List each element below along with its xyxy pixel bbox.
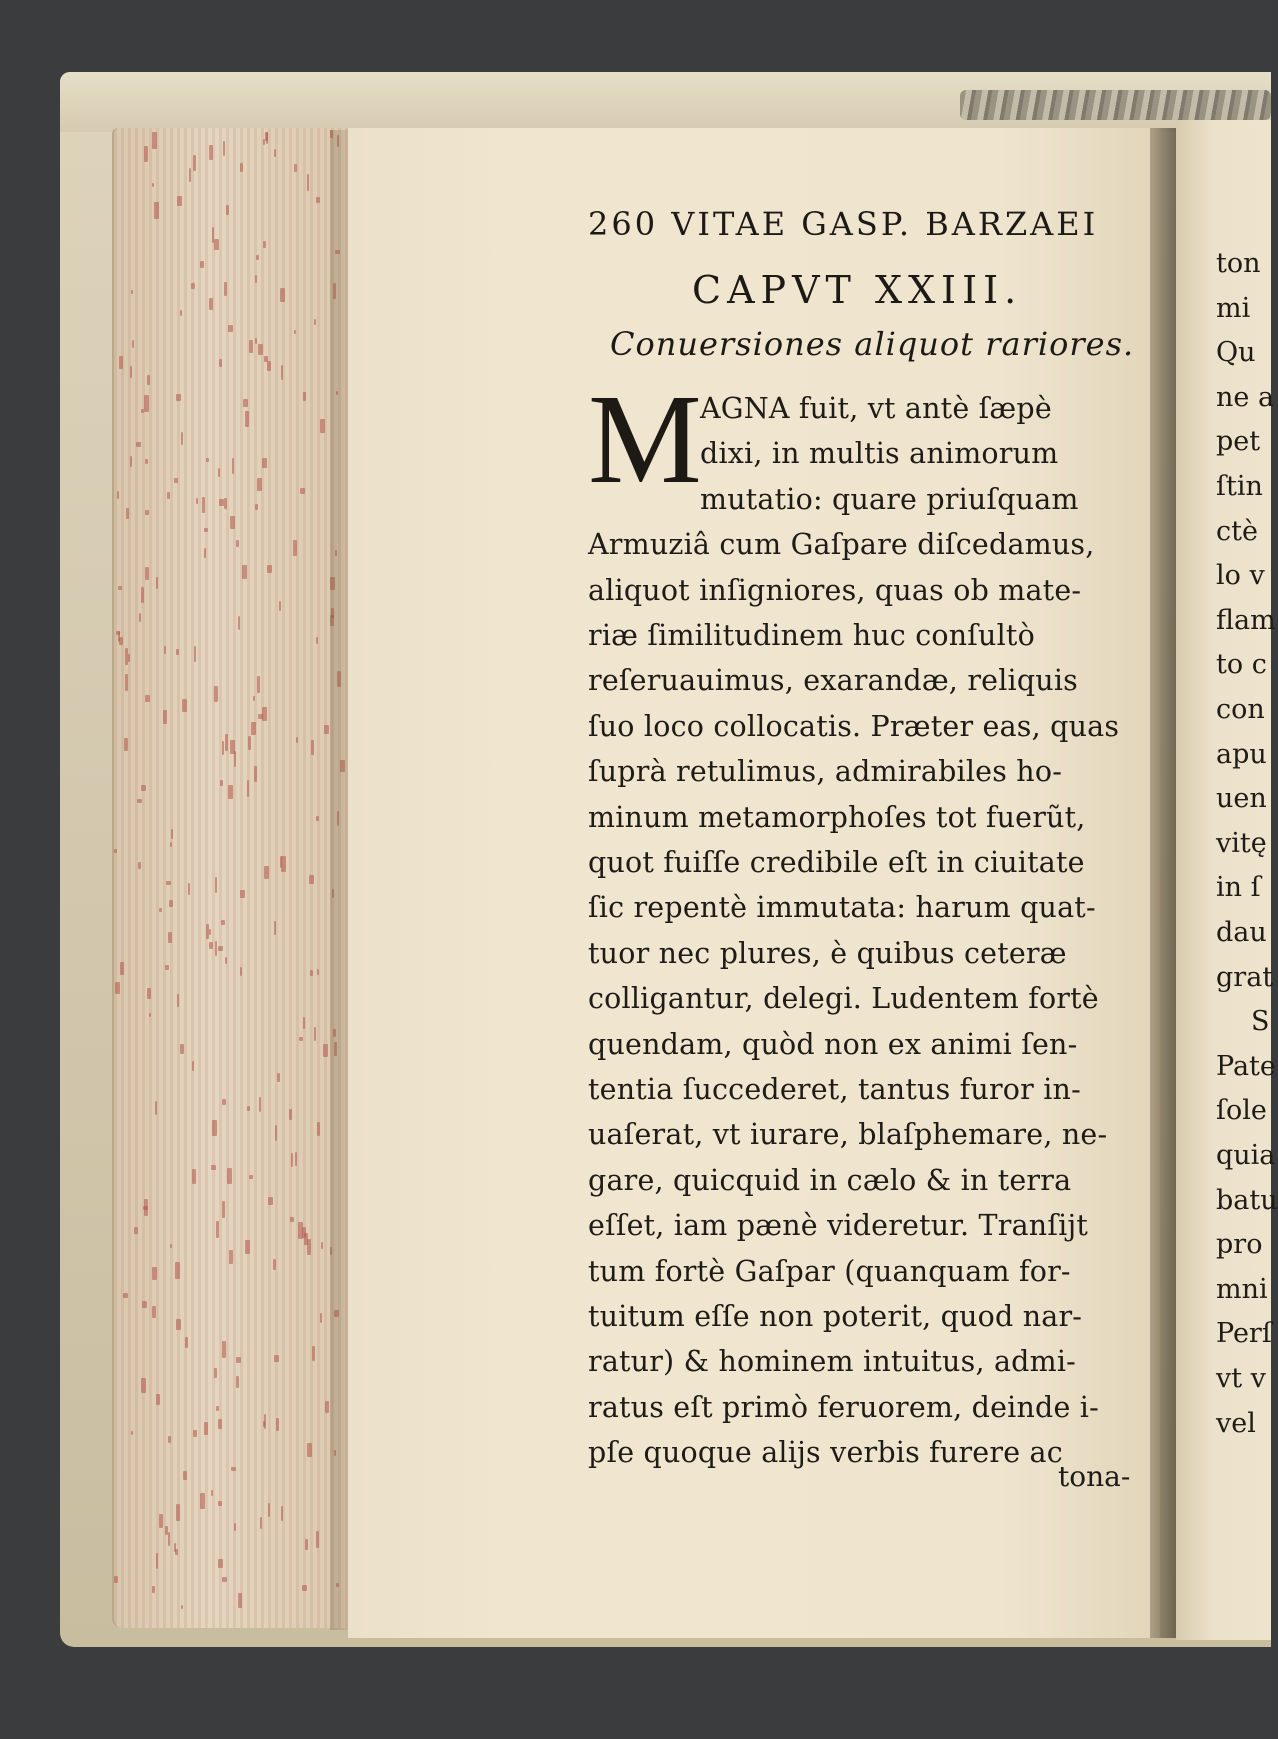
text-line: tuitum eſſe non poterit, quod nar- <box>588 1300 1083 1333</box>
edge-speck <box>168 1436 171 1443</box>
text-line: minum metamorphoſes tot fuerũt, <box>588 800 1086 834</box>
edge-speck <box>131 290 133 294</box>
edge-speck <box>134 1227 138 1234</box>
edge-speck <box>226 205 229 215</box>
edge-speck <box>209 942 213 949</box>
edge-speck <box>296 737 298 743</box>
edge-speck <box>119 356 123 369</box>
edge-speck <box>320 419 325 433</box>
edge-speck <box>176 1504 180 1521</box>
edge-speck <box>222 1099 226 1105</box>
edge-speck <box>222 1341 226 1358</box>
right-text-line: mni <box>1216 1273 1268 1305</box>
text-line: eſſet, iam pænè videretur. Tranſijt <box>588 1209 1089 1243</box>
edge-speck <box>145 567 149 580</box>
edge-speck <box>229 1250 233 1264</box>
edge-speck <box>216 1221 219 1238</box>
edge-speck <box>171 829 173 839</box>
text-line: ratus eſt primò feruorem, deinde i- <box>588 1390 1099 1424</box>
edge-speck <box>142 1301 147 1308</box>
edge-speck <box>236 540 239 547</box>
edge-speck <box>132 340 134 348</box>
edge-speck <box>214 686 218 702</box>
edge-speck <box>131 1431 133 1435</box>
edge-speck <box>227 1168 232 1184</box>
edge-speck <box>224 282 227 296</box>
right-text-line: ſole <box>1216 1095 1267 1127</box>
text-line: riæ ſimilitudinem huc conſultò <box>588 619 1035 652</box>
edge-speck <box>152 183 154 187</box>
running-header: 260 VITAE GASP. BARZAEI <box>588 205 1099 243</box>
text-line: mutatio: quare priuſquam <box>700 482 1079 516</box>
right-text-line: lo v <box>1216 560 1265 592</box>
edge-speck <box>309 875 314 884</box>
edge-speck <box>260 1517 262 1529</box>
right-text-line: vt v <box>1216 1363 1266 1394</box>
edge-speck <box>191 283 195 289</box>
edge-speck <box>324 725 329 734</box>
edge-speck <box>128 654 130 662</box>
edge-speck <box>274 149 276 157</box>
edge-speck <box>231 1467 236 1471</box>
text-line: pſe quoque alijs verbis furere ac <box>588 1436 1063 1470</box>
edge-speck <box>147 988 151 999</box>
edge-speck <box>176 1319 181 1330</box>
right-text-line: ſtin <box>1216 471 1263 502</box>
edge-speck <box>218 468 220 477</box>
edge-speck <box>251 722 256 735</box>
edge-speck <box>212 227 214 243</box>
right-text-line: ctè <box>1216 515 1258 547</box>
edge-speck <box>196 498 198 504</box>
edge-speck <box>222 1577 227 1582</box>
edge-speck <box>118 631 120 642</box>
edge-speck <box>115 982 120 994</box>
edge-speck <box>249 1175 253 1179</box>
edge-speck <box>259 1097 261 1112</box>
edge-speck <box>307 174 309 191</box>
right-text-line: ton <box>1216 248 1261 279</box>
drop-cap: M <box>588 368 702 510</box>
edge-speck <box>317 969 319 975</box>
edge-speck <box>218 1559 223 1568</box>
edge-speck <box>264 866 269 879</box>
edge-speck <box>141 587 144 603</box>
edge-speck <box>321 1242 323 1249</box>
edge-speck <box>144 1199 148 1216</box>
edge-speck <box>280 288 285 302</box>
edge-speck <box>118 586 122 590</box>
edge-speck <box>126 508 129 519</box>
edge-speck <box>117 491 119 499</box>
edge-speck <box>166 881 171 885</box>
edge-speck <box>262 458 267 468</box>
edge-speck <box>299 1037 303 1041</box>
edge-speck <box>273 1259 276 1270</box>
edge-speck <box>300 488 305 494</box>
edge-speck <box>218 1501 222 1506</box>
edge-speck <box>181 432 183 445</box>
edge-speck <box>232 458 234 474</box>
edge-speck <box>289 1109 292 1120</box>
edge-speck <box>130 366 132 378</box>
text-line: ſuo loco collocatis. Præter eas, quas <box>588 709 1120 743</box>
right-text-line: vitę <box>1216 827 1267 859</box>
text-line: ſic repentè immutata: harum quat- <box>588 891 1096 925</box>
edge-speck <box>316 1531 319 1548</box>
edge-speck <box>255 275 257 283</box>
edge-speck <box>234 1523 236 1531</box>
edge-speck <box>314 1027 316 1041</box>
edge-speck <box>304 1233 308 1245</box>
edge-speck <box>175 1549 178 1555</box>
edge-speck <box>177 994 179 1007</box>
edge-speck <box>236 1376 239 1388</box>
edge-speck <box>125 648 128 665</box>
page-fore-edge <box>112 128 352 1628</box>
right-text-line: Perſ <box>1216 1318 1272 1350</box>
right-text-line: to c <box>1216 649 1267 681</box>
edge-speck <box>216 1406 219 1411</box>
edge-speck <box>156 1553 158 1569</box>
edge-speck <box>303 392 306 401</box>
edge-speck <box>145 459 148 464</box>
edge-speck <box>305 1539 308 1550</box>
edge-speck <box>174 478 178 483</box>
edge-speck <box>281 365 283 380</box>
edge-speck <box>124 738 128 751</box>
edge-speck <box>123 1293 128 1298</box>
edge-speck <box>204 1422 208 1435</box>
edge-speck <box>192 1169 196 1184</box>
edge-speck <box>215 941 217 956</box>
edge-speck <box>220 780 223 786</box>
edge-speck <box>281 856 286 872</box>
edge-speck <box>295 1152 297 1166</box>
edge-speck <box>137 799 142 803</box>
edge-speck <box>212 1120 217 1136</box>
text-line: reſeruauimus, exarandæ, reliquis <box>588 664 1078 698</box>
edge-speck <box>221 920 225 925</box>
edge-speck <box>154 202 159 219</box>
edge-speck <box>193 155 196 171</box>
text-line: quot fuiſſe credibile eſt in ciuitate <box>588 846 1085 879</box>
edge-speck <box>290 1217 294 1222</box>
spine-headband <box>960 90 1271 120</box>
edge-speck <box>185 1337 188 1348</box>
edge-speck <box>258 344 263 355</box>
edge-speck <box>209 298 213 310</box>
edge-speck <box>165 965 169 970</box>
text-line: gare, quicquid in cælo & in terra <box>588 1163 1072 1197</box>
edge-speck <box>209 929 211 935</box>
edge-speck <box>182 699 187 712</box>
edge-speck <box>317 1122 320 1136</box>
edge-speck <box>202 497 205 513</box>
edge-speck <box>192 1061 194 1071</box>
edge-speck <box>176 394 181 401</box>
edge-speck <box>125 674 128 691</box>
edge-speck <box>145 695 150 702</box>
edge-speck <box>254 766 257 782</box>
edge-speck <box>180 310 182 316</box>
right-page-text <box>1176 120 1278 1640</box>
right-text-line: Pate <box>1216 1050 1276 1082</box>
right-text-line: uen <box>1216 783 1267 815</box>
edge-speck <box>274 1355 279 1362</box>
text-line: ratur) & hominem intuitus, admi- <box>588 1345 1076 1379</box>
edge-speck <box>263 1421 265 1427</box>
edge-speck <box>168 1532 170 1546</box>
edge-speck <box>307 1443 312 1457</box>
edge-speck <box>169 900 173 907</box>
edge-speck <box>291 1153 293 1167</box>
edge-speck <box>249 340 253 353</box>
edge-speck <box>274 921 276 935</box>
edge-speck <box>302 1585 307 1591</box>
text-line: dixi, in multis animorum <box>700 437 1059 471</box>
right-text-line: vel <box>1216 1407 1256 1439</box>
edge-speck <box>136 442 141 447</box>
edge-speck <box>279 601 281 611</box>
edge-speck <box>240 890 245 898</box>
edge-speck <box>225 957 227 964</box>
edge-speck <box>204 548 206 558</box>
edge-speck <box>264 356 268 362</box>
edge-speck <box>214 239 219 250</box>
edge-speck <box>263 241 266 248</box>
text-line: tentia ſuccederet, tantus furor in- <box>588 1073 1081 1106</box>
edge-speck <box>253 696 255 701</box>
edge-speck <box>147 375 150 385</box>
edge-speck <box>240 163 243 172</box>
edge-speck <box>138 862 141 869</box>
edge-speck <box>311 740 314 755</box>
edge-speck <box>245 411 249 427</box>
right-text-line: mi <box>1216 292 1251 324</box>
edge-speck <box>175 1262 180 1279</box>
edge-speck <box>144 395 149 412</box>
edge-speck <box>247 1106 250 1111</box>
edge-speck <box>230 740 235 754</box>
edge-speck <box>267 565 272 573</box>
edge-speck <box>255 338 257 344</box>
edge-speck <box>323 1044 328 1057</box>
edge-speck <box>163 710 167 724</box>
edge-speck <box>325 1401 329 1413</box>
edge-speck <box>165 1526 168 1535</box>
edge-speck <box>180 1044 184 1054</box>
edge-speck <box>242 565 247 579</box>
edge-speck <box>219 499 224 506</box>
edge-speck <box>211 1490 213 1496</box>
right-text-line: flam <box>1216 604 1276 636</box>
right-text-line: ne a <box>1216 381 1275 413</box>
right-text-line: quia <box>1216 1140 1276 1171</box>
edge-speck <box>316 197 320 203</box>
edge-speck <box>145 510 149 515</box>
edge-speck <box>164 646 166 654</box>
chapter-heading: CAPVT XXIII. <box>692 268 1023 312</box>
text-line: tuor nec plures, è quibus ceteræ <box>588 936 1067 970</box>
edge-speck <box>204 528 208 532</box>
edge-speck <box>267 361 271 371</box>
right-text-line: batu <box>1216 1184 1278 1216</box>
edge-speck <box>181 1605 183 1609</box>
edge-speck <box>281 1506 283 1521</box>
edge-speck <box>298 1222 303 1239</box>
edge-speck <box>238 616 240 630</box>
edge-speck <box>183 1471 187 1480</box>
text-line: aliquot inſigniores, quas ob mate- <box>588 573 1082 607</box>
edge-speck <box>236 1357 241 1363</box>
edge-speck <box>155 1101 157 1115</box>
edge-speck <box>228 325 233 332</box>
edge-speck <box>310 970 313 976</box>
edge-speck <box>218 946 223 951</box>
edge-speck <box>238 1593 242 1608</box>
edge-speck <box>206 458 209 462</box>
right-text-line: in ſ <box>1216 872 1261 904</box>
edge-speck <box>230 516 235 529</box>
edge-speck <box>222 741 224 755</box>
edge-speck <box>268 1197 273 1205</box>
edge-speck <box>314 319 316 325</box>
edge-speck <box>276 1418 279 1431</box>
edge-speck <box>168 932 172 943</box>
edge-speck <box>303 1017 305 1029</box>
edge-speck <box>159 908 162 912</box>
edge-speck <box>219 359 222 367</box>
edge-speck <box>243 399 248 407</box>
edge-speck <box>152 1267 157 1280</box>
edge-speck <box>141 1378 146 1393</box>
edge-speck <box>293 540 297 556</box>
edge-speck <box>294 164 297 172</box>
edge-speck <box>156 577 158 589</box>
edge-speck <box>152 132 157 149</box>
edge-speck <box>248 736 251 750</box>
edge-speck <box>275 1125 277 1141</box>
edge-speck <box>224 498 227 509</box>
text-line: Armuziâ cum Gaſpare diſcedamus, <box>588 528 1095 562</box>
edge-speck <box>215 877 217 893</box>
edge-speck <box>149 1013 151 1017</box>
edge-speck <box>194 646 196 662</box>
edge-speck <box>316 816 319 821</box>
edge-speck <box>223 141 225 156</box>
edge-speck <box>320 1313 322 1323</box>
edge-speck <box>312 1346 315 1361</box>
edge-speck <box>258 714 263 719</box>
right-text-line: pet <box>1216 426 1261 458</box>
text-line: uaſerat, vt iurare, blaſphemare, ne- <box>588 1118 1108 1152</box>
right-text-line: Qu <box>1216 337 1256 369</box>
edge-speck <box>268 1503 270 1517</box>
edge-speck <box>177 196 182 206</box>
edge-speck <box>120 962 124 975</box>
right-text-line: pro <box>1216 1229 1263 1261</box>
text-line: quendam, quòd non ex animi ſen- <box>588 1027 1078 1061</box>
catchword: tona- <box>1058 1460 1131 1493</box>
edge-speck <box>159 1514 163 1528</box>
edge-speck <box>144 146 148 162</box>
edge-speck <box>193 1430 197 1437</box>
edge-speck <box>294 330 296 334</box>
edge-speck <box>265 132 268 141</box>
edge-speck <box>152 1306 156 1318</box>
edge-speck <box>257 478 262 491</box>
edge-speck <box>189 168 191 182</box>
text-line: colligantur, delegi. Ludentem fortè <box>588 982 1099 1016</box>
edge-speck <box>139 613 141 622</box>
edge-speck <box>228 785 233 799</box>
edge-speck <box>257 676 260 693</box>
edge-speck <box>170 1244 172 1248</box>
edge-speck <box>218 1419 222 1429</box>
edge-speck <box>209 145 213 160</box>
right-text-line: dau <box>1216 917 1267 948</box>
edge-speck <box>247 780 249 797</box>
edge-speck <box>206 924 209 939</box>
edge-speck <box>200 1493 205 1509</box>
text-line: AGNA fuit, vt antè ſæpè <box>700 392 1052 425</box>
edge-speck <box>152 1586 155 1593</box>
edge-speck <box>156 1394 160 1405</box>
edge-speck <box>255 504 258 510</box>
right-text-line: S <box>1251 1006 1270 1038</box>
right-text-line: con <box>1216 694 1265 725</box>
edge-speck <box>214 1368 217 1378</box>
text-line: tum fortè Gaſpar (quanquam for- <box>588 1254 1071 1288</box>
edge-speck <box>256 255 259 260</box>
edge-speck <box>176 649 179 655</box>
edge-speck <box>200 261 204 268</box>
edge-speck <box>130 456 132 467</box>
right-text-line: apu <box>1216 738 1267 770</box>
edge-speck <box>170 842 172 847</box>
edge-speck <box>141 785 146 791</box>
edge-speck <box>114 1576 118 1583</box>
edge-speck <box>245 1240 250 1254</box>
chapter-subtitle: Conuersiones aliquot rariores. <box>610 325 1135 363</box>
right-text-line: grat <box>1216 961 1274 993</box>
edge-speck <box>211 1165 216 1170</box>
text-line: ſuprà retulimus, admirabiles ho- <box>588 755 1063 789</box>
edge-speck <box>316 637 318 644</box>
edge-speck <box>277 1073 280 1082</box>
edge-speck <box>222 1201 225 1218</box>
edge-speck <box>188 883 190 895</box>
edge-speck <box>225 734 228 751</box>
edge-speck <box>114 849 117 853</box>
edge-speck <box>167 492 170 499</box>
edge-speck <box>240 967 242 976</box>
